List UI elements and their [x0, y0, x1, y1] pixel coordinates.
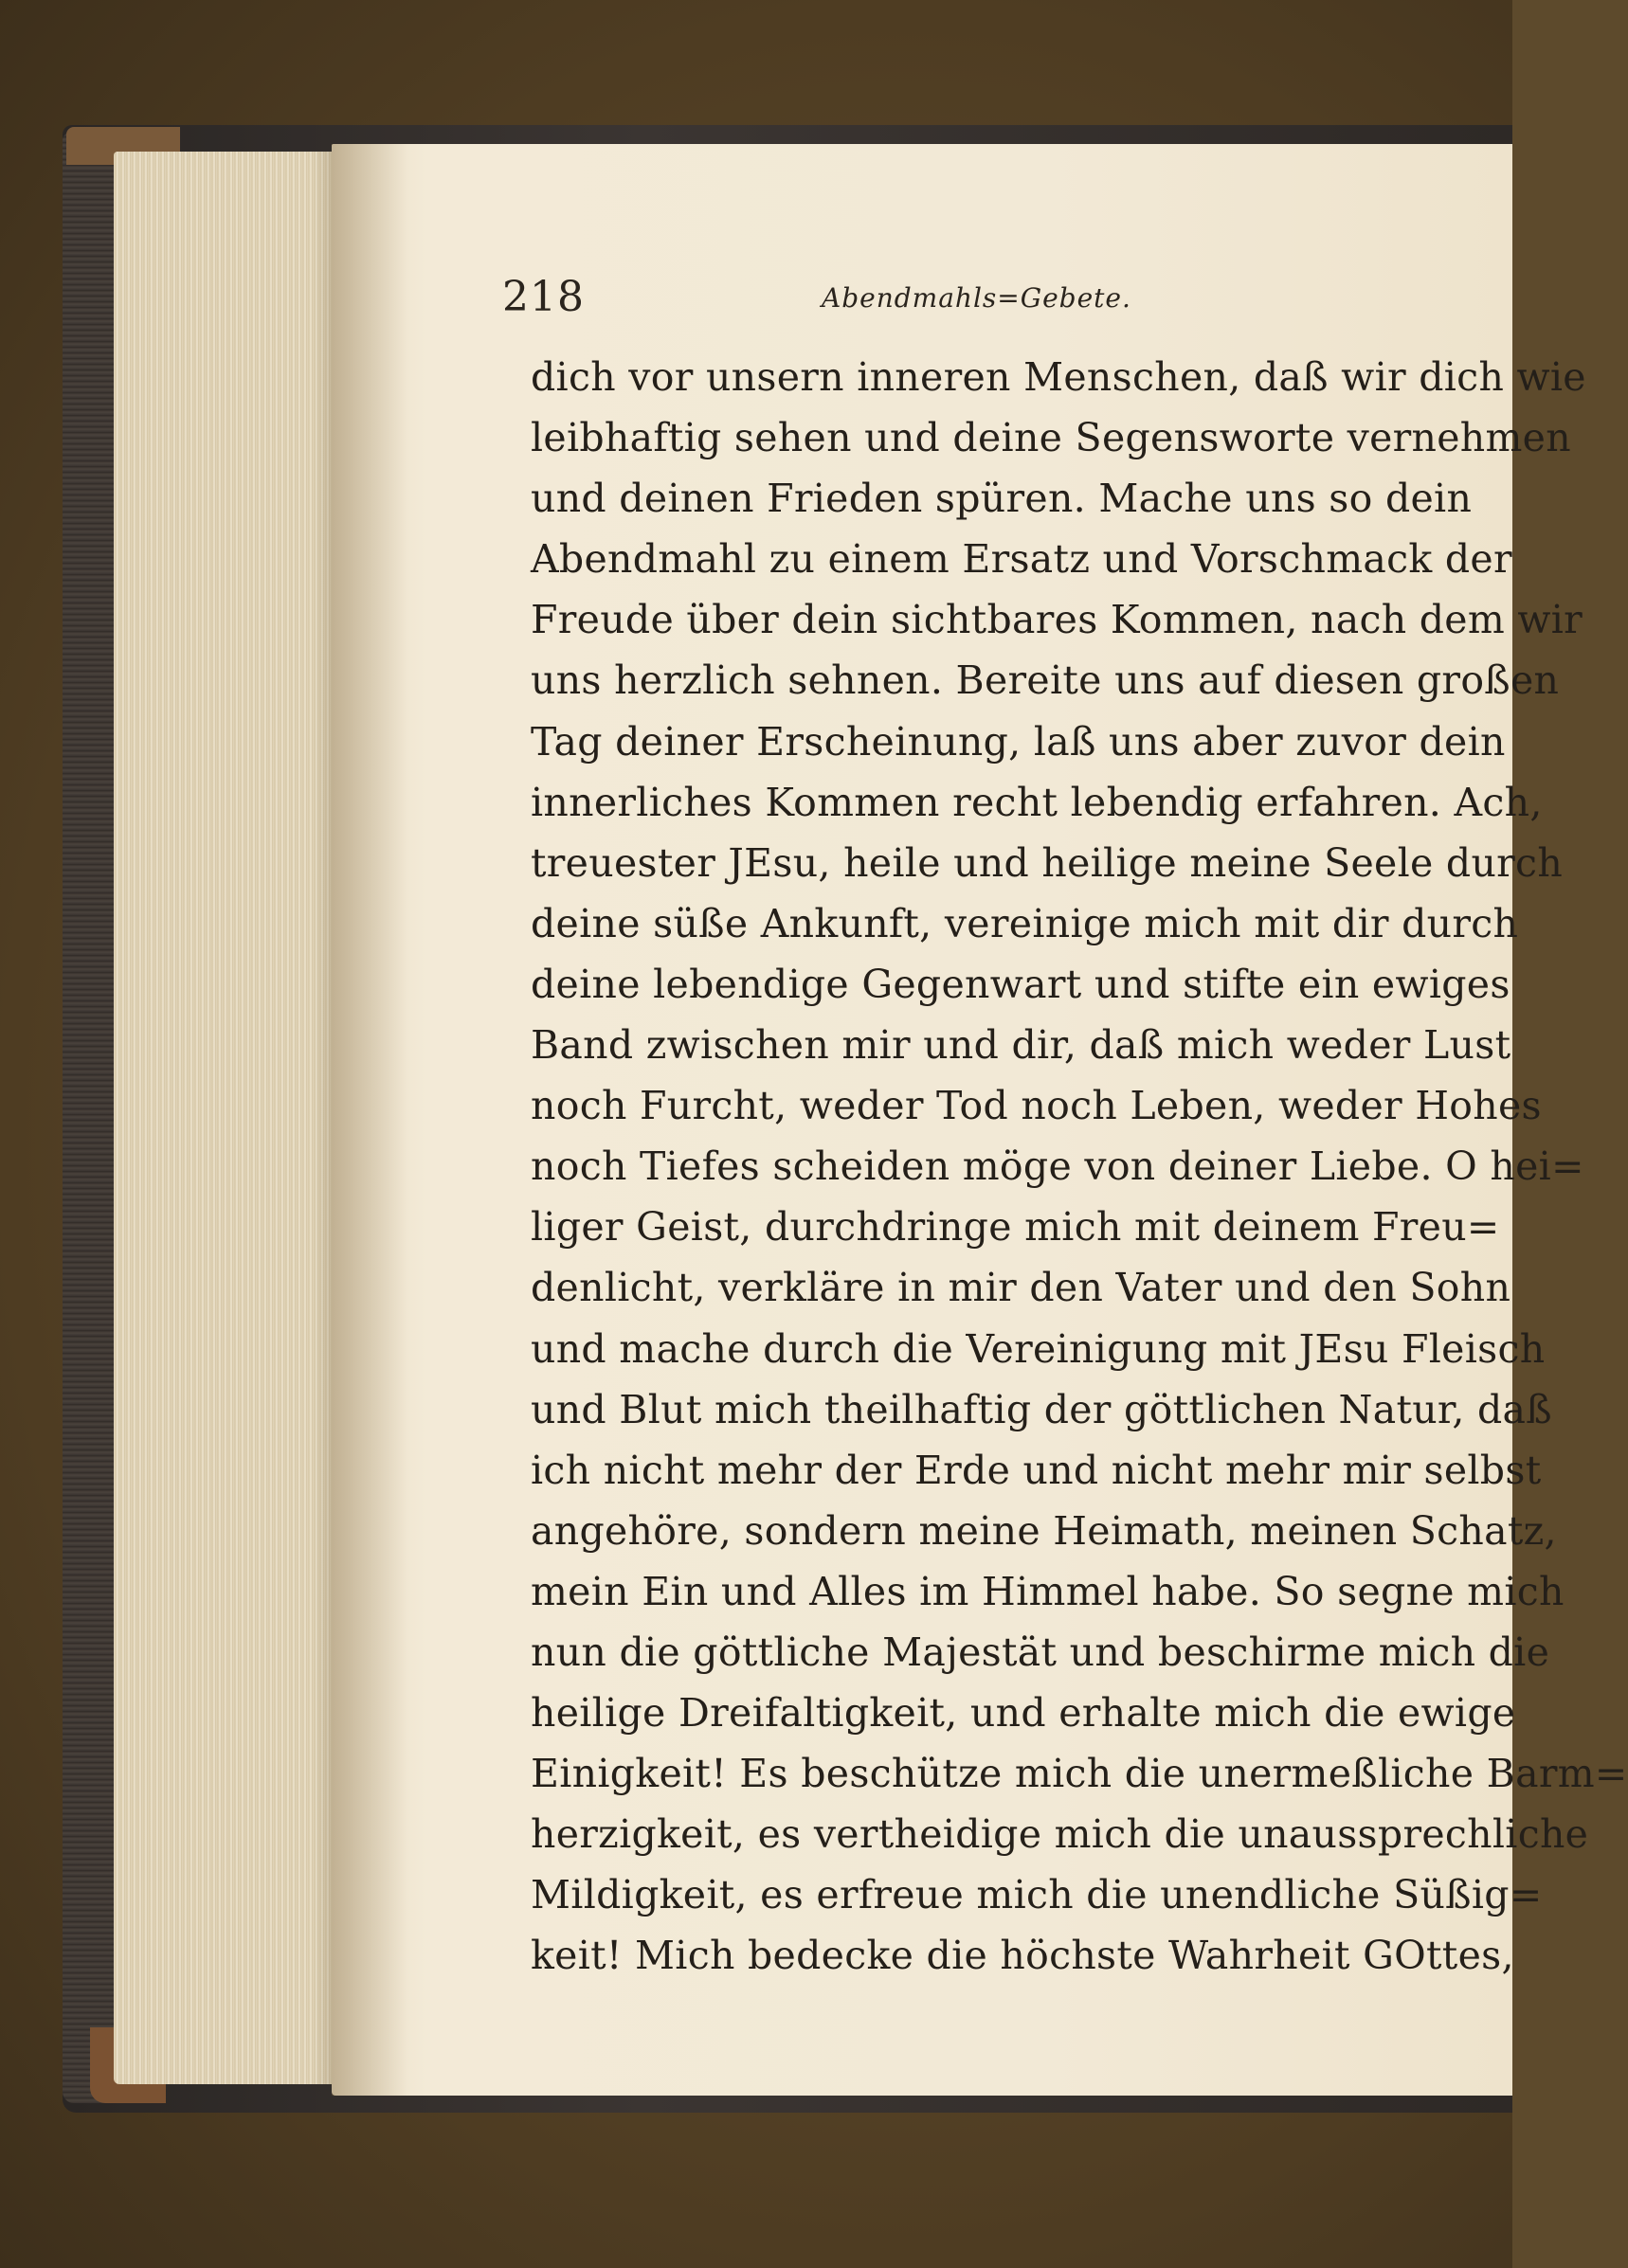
page-gutter-shadow	[332, 144, 407, 2096]
text-line: liger Geist, durchdringe mich mit deinem Freu=	[531, 1204, 1500, 1251]
text-line: Freude über dein sichtbares Kommen, nach dem wir	[531, 597, 1583, 643]
body-text	[531, 347, 1628, 1979]
text-line: deine süße Ankunft, vereinige mich mit dir durch	[531, 900, 1519, 946]
text-line: ich nicht mehr der Erde und nicht mehr mir selbst	[531, 1447, 1542, 1493]
text-line: Band zwischen mir und dir, daß mich weder Lust	[531, 1022, 1511, 1069]
page-header	[502, 273, 1355, 330]
text-line: Mildigkeit, es erfreue mich die unendliche Süßig=	[531, 1872, 1543, 1918]
text-line: heilige Dreifaltigkeit, und erhalte mich die ewige	[531, 1690, 1516, 1737]
text-line: Einigkeit! Es beschütze mich die unermeßliche Barm=	[531, 1751, 1628, 1797]
text-line: und Blut mich theilhaftig der göttlichen Natur, daß	[531, 1386, 1552, 1432]
text-line: herzigkeit, es vertheidige mich die unaussprechliche	[531, 1811, 1589, 1858]
text-line: innerliches Kommen recht lebendig erfahren. Ach,	[531, 779, 1543, 825]
text-line: Abendmahl zu einem Ersatz und Vorschmack der	[531, 536, 1512, 583]
text-line: und deinen Frieden spüren. Mache uns so dein	[531, 476, 1473, 522]
text-line: deine lebendige Gegenwart und stifte ein ewiges	[531, 961, 1510, 1007]
page-number: 218	[502, 273, 585, 321]
text-line: keit! Mich bedecke die höchste Wahrheit GOttes,	[531, 1933, 1514, 1979]
text-line: nun die göttliche Majestät und beschirme mich die	[531, 1629, 1550, 1675]
text-line: denlicht, verkläre in mir den Vater und den Sohn	[531, 1265, 1511, 1311]
page-edges	[114, 152, 341, 2084]
text-line: Tag deiner Erscheinung, laß uns aber zuvor dein	[531, 718, 1506, 765]
text-line: leibhaftig sehen und deine Segensworte vernehmen	[531, 415, 1571, 461]
text-line: treuester JEsu, heile und heilige meine Seele durch	[531, 839, 1564, 886]
text-line: und mache durch die Vereinigung mit JEsu Fleisch	[531, 1325, 1546, 1372]
book-spine-leather	[63, 133, 119, 2103]
text-line: angehöre, sondern meine Heimath, meinen Schatz,	[531, 1507, 1557, 1554]
text-line: dich vor unsern inneren Menschen, daß wir dich wie	[531, 354, 1586, 400]
running-title: Abendmahls=Gebete.	[822, 282, 1131, 314]
text-line: mein Ein und Alles im Himmel habe. So segne mich	[531, 1568, 1565, 1614]
text-line: noch Furcht, weder Tod noch Leben, weder Hohes	[531, 1083, 1542, 1129]
text-line: uns herzlich sehnen. Bereite uns auf diesen großen	[531, 657, 1560, 704]
text-line: noch Tiefes scheiden möge von deiner Liebe. O hei=	[531, 1143, 1584, 1190]
